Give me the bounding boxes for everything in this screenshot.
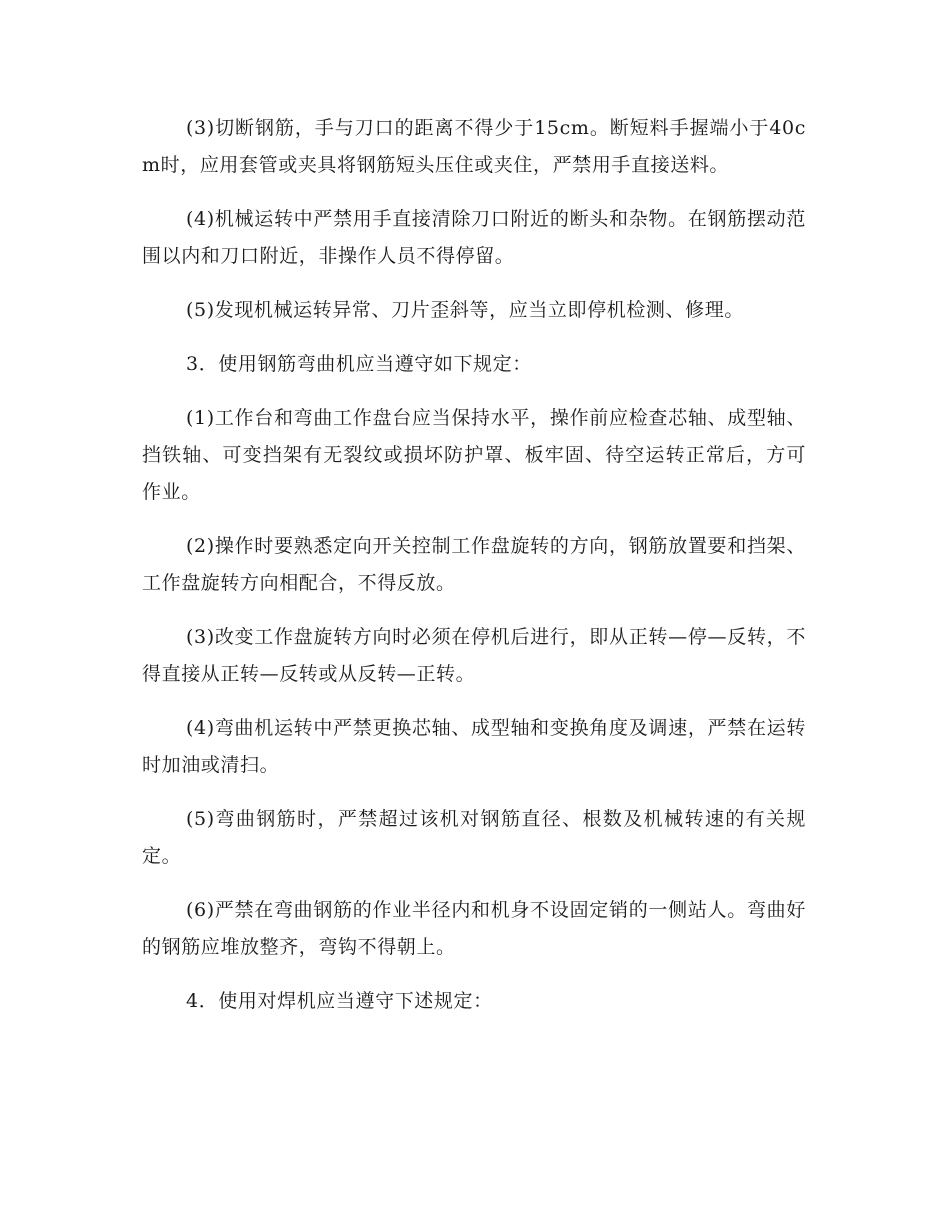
document-body [142,110,806,1037]
section-heading-butt-welder: 4．使用对焊机应当遵守下述规定： [186,990,493,1012]
section-heading-bending-machine: 3．使用钢筋弯曲机应当遵守如下规定： [186,353,532,375]
paragraph-bending-reverse: (3)改变工作盘旋转方向时必须在停机后进行，即从正转—停—反转，不得直接从正转—反转或从反转—正转。 [142,626,806,685]
paragraph-bending-no-change: (4)弯曲机运转中严禁更换芯轴、成型轴和变换角度及调速，严禁在运转时加油或清扫。 [142,717,806,776]
paragraph-bending-direction: (2)操作时要熟悉定向开关控制工作盘旋转的方向，钢筋放置要和挡架、工作盘旋转方向相配合，不得反放。 [142,535,806,594]
paragraph-bending-standing: (6)严禁在弯曲钢筋的作业半径内和机身不设固定销的一侧站人。弯曲好的钢筋应堆放整齐，弯钩不得朝上。 [142,899,806,958]
paragraph-bending-inspection: (1)工作台和弯曲工作盘台应当保持水平，操作前应检查芯轴、成型轴、挡铁轴、可变挡架有无裂纹或损坏防护罩、板牢固、待空运转正常后，方可作业。 [142,407,806,503]
paragraph-cutting-debris: (4)机械运转中严禁用手直接清除刀口附近的断头和杂物。在钢筋摆动范围以内和刀口附近，非操作人员不得停留。 [142,208,806,267]
paragraph-cutting-distance: (3)切断钢筋，手与刀口的距离不得少于15cm。断短料手握端小于40cm时，应用套管或夹具将钢筋短头压住或夹住，严禁用手直接送料。 [142,117,806,176]
paragraph-cutting-abnormal: (5)发现机械运转异常、刀片歪斜等，应当立即停机检测、修理。 [186,299,744,321]
paragraph-bending-limits: (5)弯曲钢筋时，严禁超过该机对钢筋直径、根数及机械转速的有关规定。 [142,808,806,867]
